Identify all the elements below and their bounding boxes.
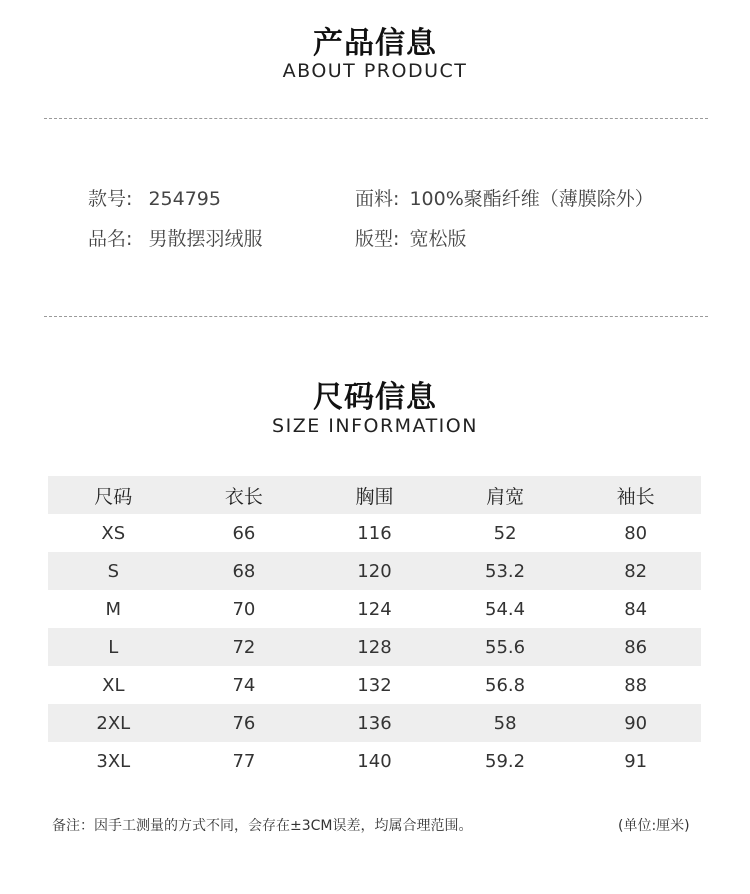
cell-sleeve: 80 [624, 522, 648, 544]
table-row [48, 666, 701, 704]
header-shoulder: 肩宽 [486, 485, 525, 508]
cell-sleeve: 90 [624, 712, 648, 734]
measurement-note: 备注：因手工测量的方式不同，会存在±3CM误差，均属合理范围。 [52, 818, 473, 834]
cell-chest: 132 [357, 674, 392, 696]
cell-size: XL [102, 674, 125, 696]
header-chest: 胸围 [355, 485, 394, 508]
cell-size: XS [101, 522, 126, 544]
cell-length: 74 [232, 674, 256, 696]
divider-middle [44, 316, 708, 317]
cell-length: 77 [232, 750, 256, 772]
product-name-value: 男散摆羽绒服 [148, 228, 263, 250]
table-row [48, 514, 701, 552]
cell-length: 72 [232, 636, 256, 658]
divider-top [44, 118, 708, 119]
fabric-label: 面料: [355, 188, 400, 210]
table-row [48, 552, 701, 590]
style-number-value: 254795 [148, 188, 221, 210]
cell-chest: 128 [357, 636, 392, 658]
cell-size: 3XL [96, 750, 131, 772]
cell-length: 68 [232, 560, 256, 582]
cell-shoulder: 56.8 [485, 674, 526, 696]
cell-sleeve: 88 [624, 674, 648, 696]
size-info-subtitle: SIZE INFORMATION [272, 415, 478, 437]
table-row [48, 590, 701, 628]
header-size: 尺码 [94, 485, 133, 508]
cell-length: 70 [232, 598, 256, 620]
fit-field [355, 224, 466, 251]
size-table-header [48, 476, 701, 514]
cell-shoulder: 52 [493, 522, 517, 544]
cell-shoulder: 59.2 [485, 750, 526, 772]
table-row [48, 628, 701, 666]
header-sleeve: 袖长 [616, 485, 655, 508]
fabric-value: 100%聚酯纤维（薄膜除外） [409, 188, 654, 210]
product-info-subtitle: ABOUT PRODUCT [282, 60, 468, 82]
cell-sleeve: 82 [624, 560, 648, 582]
product-info-title: 产品信息 [313, 26, 437, 61]
fabric-field [355, 184, 654, 211]
size-info-title: 尺码信息 [313, 380, 437, 415]
size-table [48, 476, 701, 780]
fit-label: 版型: [355, 228, 400, 250]
cell-length: 76 [232, 712, 256, 734]
cell-shoulder: 55.6 [485, 636, 526, 658]
cell-chest: 136 [357, 712, 392, 734]
cell-size: 2XL [96, 712, 131, 734]
table-row [48, 742, 701, 780]
style-number-label: 款号: [88, 188, 133, 210]
cell-sleeve: 84 [624, 598, 648, 620]
header-length: 衣长 [224, 485, 263, 508]
cell-length: 66 [232, 522, 256, 544]
cell-chest: 140 [357, 750, 392, 772]
cell-size: L [108, 636, 119, 658]
cell-size: M [105, 598, 122, 620]
style-number-field [88, 184, 221, 211]
cell-sleeve: 86 [624, 636, 648, 658]
cell-shoulder: 58 [493, 712, 517, 734]
cell-chest: 116 [357, 522, 392, 544]
cell-shoulder: 54.4 [485, 598, 526, 620]
product-name-field [88, 224, 262, 251]
fit-value: 宽松版 [409, 228, 467, 250]
cell-chest: 124 [357, 598, 392, 620]
cell-shoulder: 53.2 [485, 560, 526, 582]
cell-size: S [107, 560, 120, 582]
table-row [48, 704, 701, 742]
cell-sleeve: 91 [624, 750, 648, 772]
cell-chest: 120 [357, 560, 392, 582]
unit-note: (单位:厘米) [618, 818, 690, 834]
product-name-label: 品名: [88, 228, 133, 250]
